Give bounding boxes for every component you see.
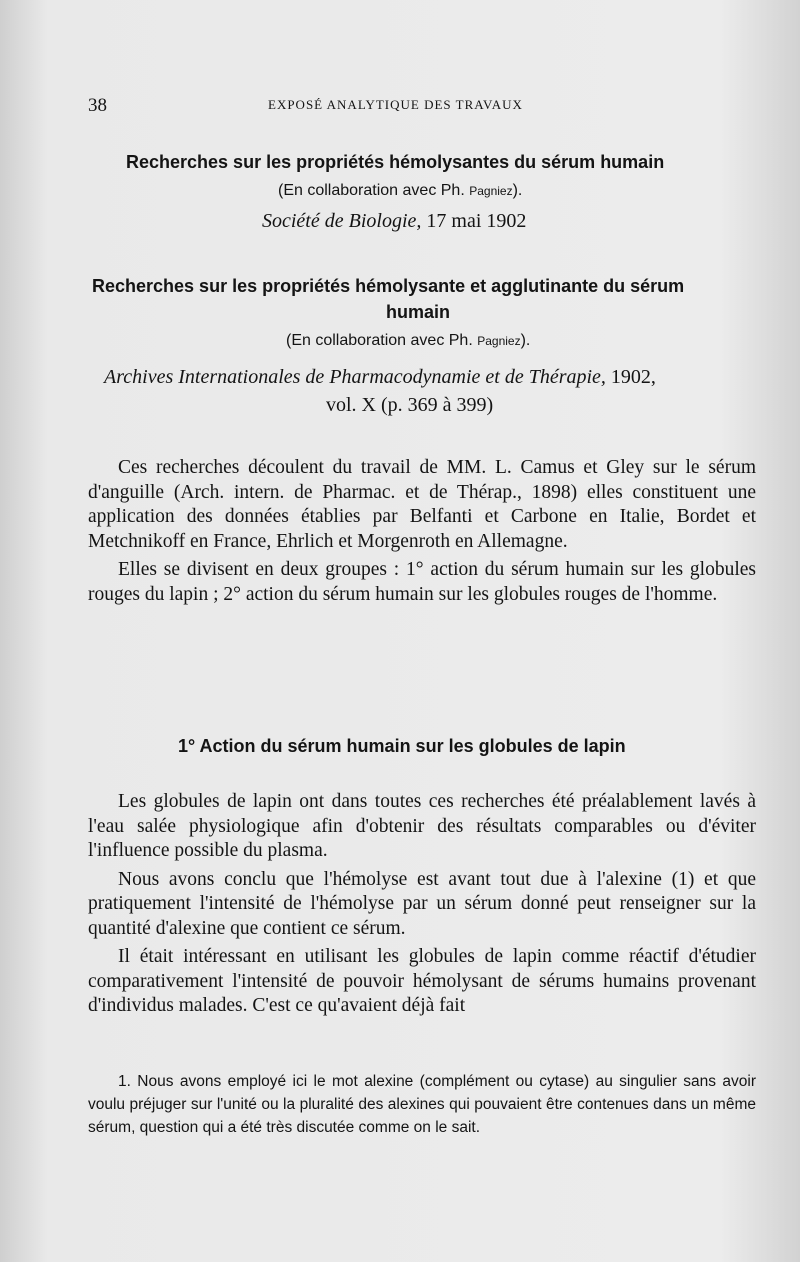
page-number: 38	[88, 95, 107, 116]
section-heading: 1° Action du sérum humain sur les globules de lapin	[178, 736, 626, 756]
entry-1-title: Recherches sur les propriétés hémolysantes du sérum humain	[126, 152, 665, 172]
footnote	[88, 1070, 756, 1139]
intro-text	[88, 456, 756, 607]
footnote-text: 1. Nous avons employé ici le mot alexine (complément ou cytase) au singulier sans avoir voulu préjuger sur l'unité ou la pluralité des alexines qui pouvaient être contenues dans un même sérum, question qui a été très discutée comme on le sait.	[88, 1073, 756, 1136]
intro-paragraph-1: Ces recherches découlent du travail de MM. L. Camus et Gley sur le sérum d'anguille (Arch. intern. de Pharmac. et de Thérap., 1898) elles constituent une application des données établies par Belfanti et Carbone en Italie, Bordet et Metchnikoff en France, Ehrlich et Morgenroth en Allemagne.	[88, 457, 756, 552]
entry-2-reference	[104, 366, 656, 389]
entry-1-journal: Société de Biologie,	[262, 210, 422, 232]
entry-1-reference	[262, 210, 526, 233]
entry-2-collab-name: Pagniez	[477, 334, 521, 348]
section-paragraph-3: Il était intéressant en utilisant les globules de lapin comme réactif d'étudier comparativement l'intensité de pouvoir hémolysant de sérums humains provenant d'individus malades. C'est ce qu'avaient déjà fait	[88, 946, 756, 1016]
entry-1-date: 17 mai 1902	[426, 210, 527, 232]
entry-2-year: 1902,	[610, 366, 656, 388]
running-header: EXPOSÉ ANALYTIQUE DES TRAVAUX	[268, 97, 523, 112]
entry-2-volume: vol. X (p. 369 à 399)	[326, 394, 494, 416]
section-paragraph-1: Les globules de lapin ont dans toutes ces recherches été préalablement lavés à l'eau salée physiologique afin d'obtenir des résultats comparables ou d'éviter l'influence possible du plasma.	[88, 791, 756, 861]
entry-1-collaboration	[278, 182, 522, 200]
entry-2-title-line-1: Recherches sur les propriétés hémolysante et agglutinante du sérum	[92, 276, 685, 296]
entry-2-journal: Archives Internationales de Pharmacodynamie et de Thérapie,	[104, 366, 606, 388]
entry-2-collab-prefix: (En collaboration avec Ph.	[286, 332, 478, 349]
section-paragraph-2: Nous avons conclu que l'hémolyse est avant tout due à l'alexine (1) et que pratiquement l'intensité de l'hémolyse par un sérum donné peut renseigner sur la quantité d'alexine que contient ce sérum.	[88, 868, 756, 939]
entry-2-collaboration	[286, 332, 530, 350]
entry-1-collab-prefix: (En collaboration avec Ph.	[278, 182, 470, 199]
entry-1-collab-suffix: ).	[512, 182, 523, 199]
section-text	[88, 790, 756, 1019]
entry-2-collab-suffix: ).	[520, 332, 531, 349]
entry-2-title-line-2: humain	[386, 302, 451, 322]
entry-1-collab-name: Pagniez	[469, 184, 513, 198]
intro-paragraph-2: Elles se divisent en deux groupes : 1° action du sérum humain sur les globules rouges du lapin ; 2° action du sérum humain sur les globules rouges de l'homme.	[88, 559, 756, 605]
